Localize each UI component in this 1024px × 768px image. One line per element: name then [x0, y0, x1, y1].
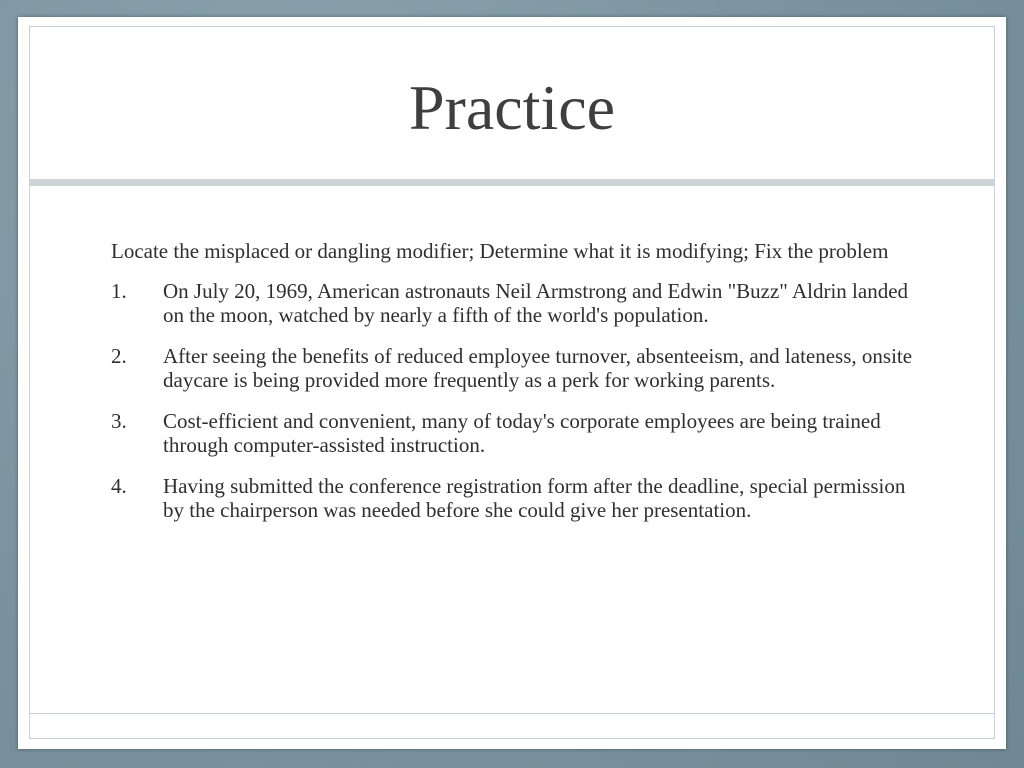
list-item-text: After seeing the benefits of reduced employee turnover, absenteeism, and lateness, onsite daycare is being provided more frequently as a perk for working parents.	[163, 344, 913, 392]
title-divider	[29, 179, 995, 186]
list-item	[111, 279, 921, 327]
list-item	[111, 344, 921, 392]
title-area	[29, 26, 995, 179]
footer-divider	[29, 713, 995, 714]
list-item-text: On July 20, 1969, American astronauts Neil Armstrong and Edwin "Buzz" Aldrin landed on the moon, watched by nearly a fifth of the world's population.	[163, 279, 909, 327]
list-item-number: 1.	[111, 279, 127, 303]
list-item-number: 3.	[111, 409, 127, 433]
list-item-text: Cost-efficient and convenient, many of today's corporate employees are being trained through computer-assisted instruction.	[163, 409, 881, 457]
list-item-text: Having submitted the conference registration form after the deadline, special permission by the chairperson was needed before she could give her presentation.	[163, 474, 906, 522]
practice-list	[111, 279, 921, 522]
list-item	[111, 409, 921, 457]
list-item-number: 4.	[111, 474, 127, 498]
list-item-number: 2.	[111, 344, 127, 368]
slide	[18, 17, 1006, 749]
slide-title: Practice	[408, 72, 616, 143]
list-item	[111, 474, 921, 522]
instructions-text: Locate the misplaced or dangling modifier; Determine what it is modifying; Fix the problem	[111, 239, 889, 263]
slide-body	[111, 239, 921, 539]
